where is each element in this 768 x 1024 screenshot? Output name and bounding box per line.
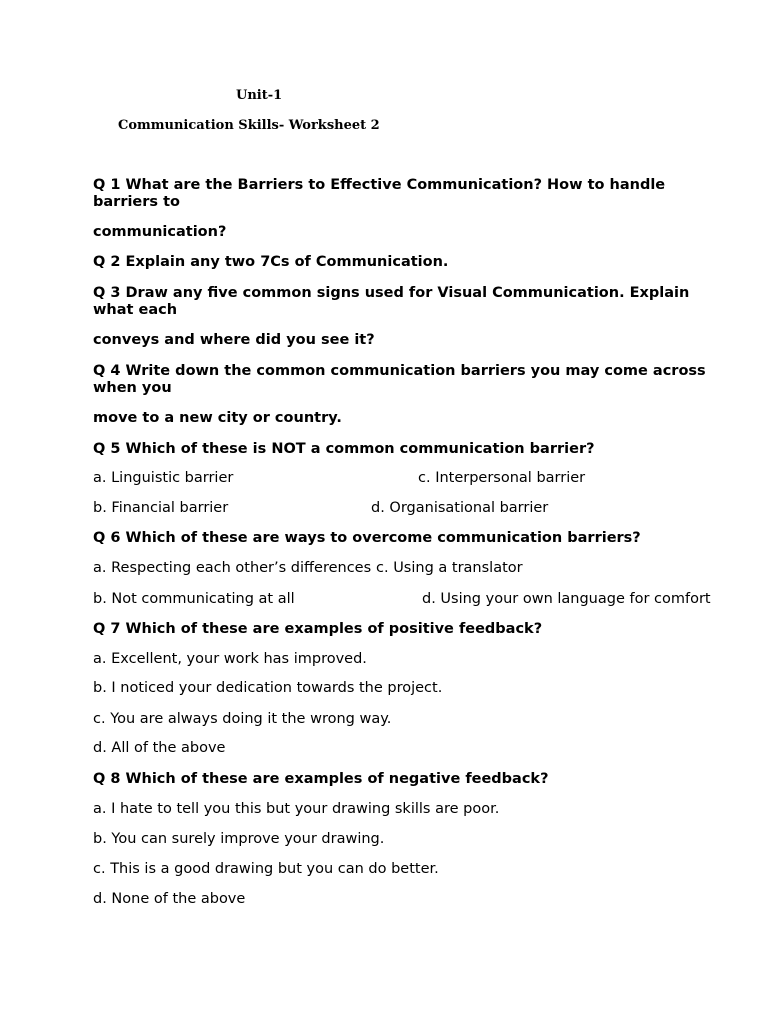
question-8-option-c: c. This is a good drawing but you can do better.	[93, 861, 439, 877]
question-7-option-d: d. All of the above	[93, 740, 226, 756]
question-4-line-2: when you	[93, 380, 172, 396]
question-3-line-1: Q 3 Draw any five common signs used for Visual Communication. Explain	[93, 285, 690, 301]
question-5-option-d: d. Organisational barrier	[371, 500, 549, 516]
question-7-option-a: a. Excellent, your work has improved.	[93, 651, 367, 667]
question-7-option-c: c. You are always doing it the wrong way.	[93, 711, 392, 727]
question-8-option-a: a. I hate to tell you this but your drawing skills are poor.	[93, 801, 500, 817]
question-5-option-c: c. Interpersonal barrier	[418, 470, 586, 486]
question-1-line-1: Q 1 What are the Barriers to Effective Communication? How to handle	[93, 177, 666, 193]
question-1-line-3: communication?	[93, 224, 227, 240]
question-8-option-b: b. You can surely improve your drawing.	[93, 831, 385, 847]
question-6-option-d: d. Using your own language for comfort	[422, 591, 711, 607]
worksheet-title: Communication Skills- Worksheet 2	[118, 118, 380, 133]
question-5-option-a: a. Linguistic barrier	[93, 470, 234, 486]
question-6-option-b: b. Not communicating at all	[93, 591, 295, 607]
question-7-option-b: b. I noticed your dedication towards the project.	[93, 680, 443, 696]
question-4-line-1: Q 4 Write down the common communication barriers you may come across	[93, 363, 706, 379]
question-8-option-d: d. None of the above	[93, 891, 246, 907]
question-5-option-b: b. Financial barrier	[93, 500, 229, 516]
question-3-line-2: what each	[93, 302, 178, 318]
question-8: Q 8 Which of these are examples of negative feedback?	[93, 771, 549, 787]
unit-heading: Unit-1	[236, 88, 283, 103]
question-6-option-a: a. Respecting each other’s differences	[93, 560, 372, 576]
question-3-line-3: conveys and where did you see it?	[93, 332, 375, 348]
question-6-option-c: c. Using a translator	[376, 560, 523, 576]
question-7: Q 7 Which of these are examples of positive feedback?	[93, 621, 543, 637]
question-5: Q 5 Which of these is NOT a common communication barrier?	[93, 441, 595, 457]
question-2: Q 2 Explain any two 7Cs of Communication.	[93, 254, 449, 270]
question-4-line-3: move to a new city or country.	[93, 410, 342, 426]
question-1-line-2: barriers to	[93, 194, 180, 210]
question-6: Q 6 Which of these are ways to overcome communication barriers?	[93, 530, 641, 546]
